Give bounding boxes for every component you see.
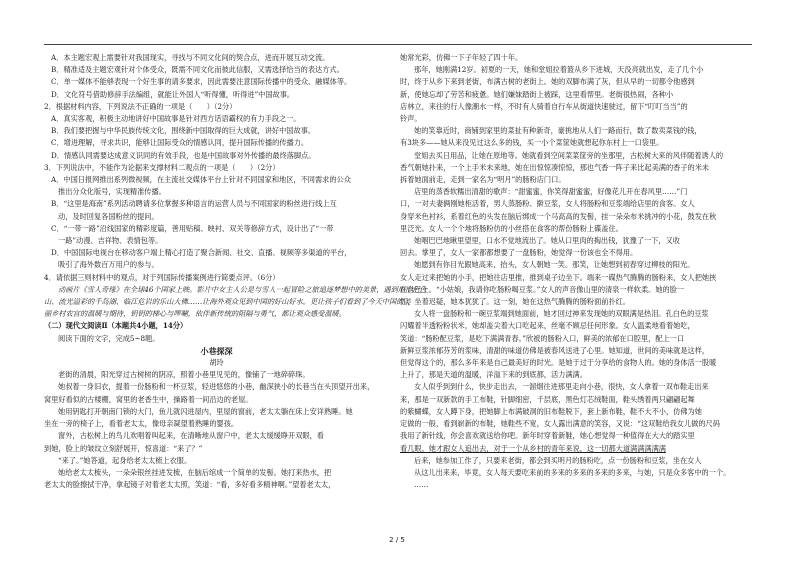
option-b-cont: 动，及时回复各国粉丝的提问。 (58, 211, 159, 221)
story-line: 笑道：“肠粉配豆浆，是吃下满满青春。”欣被的肠粉入口，鲜美的浓郁在口腔里，配上一口 (400, 333, 685, 343)
option-b: B．“这里是海南”系列活动聘请多位掌握多种语言的运营人员与不同国家的粉丝进行线上互 (51, 199, 337, 209)
option-b: B．精准适及主题宏观针对个体受众，既需不同文化而彼此信服，又需选择恰当的表达方式。 (51, 65, 344, 75)
question-2-stem: 2．根据材料内容，下列说法不正确的一项是（ ）（2分） (44, 101, 237, 111)
case-line: 山、流光溢彩的千岛湖、临江危岩的乐山大佛……让海外观众见到中国的好山好水。更让孩子们看到了今天中国的美 (44, 297, 411, 307)
q4-case-text (44, 284, 427, 321)
story-line: 到她，脸上的皱纹立刻舒展开，惊喜道：“来了？” (44, 443, 203, 453)
option-c: C．增进理解，寻求共识，能够让国际受众的情感认同，提升国际传播的传播力。 (51, 138, 309, 148)
option-d-cont: 吸引了海外数百万用户的参与。 (58, 260, 159, 270)
story-line: 堂姐去买日用品，让她在原地等。她就看到空间菜菜筐旁的坐那里，古松树大来的风伴随着诱人的 (414, 150, 724, 160)
story-line: 从这儿出来来，毕竟，女人每天要吃来前的多来的多来的多来的多来，与她，只是众多客中的一个。 (414, 467, 731, 477)
story-line: 她给老太太梳头，一朵朵银丝挂进发梳，在脑后绾成一个简单的发髻。她打来热水，把 (58, 467, 332, 477)
story-line: 红，坐着迟疑，她本犹犹了。这一刻，她在这热气腾腾的肠粉面前扑红。 (400, 297, 631, 307)
option-c-cont: 一路”动漫、吉祥物、表情包等。 (58, 236, 163, 246)
option-a-cont: 推出分众化版号，实现精准传播。 (58, 187, 166, 197)
q2-options (44, 113, 389, 162)
story-line: 有3块多——她从来没见过这么多的钱，买一小个菜筐她就想起你东村上一口袋里。 (400, 138, 664, 148)
story-line: 里泛光。女人一个个地将肠粉仿的小丝搭在食客的帮份肠粉上碟盖住。 (400, 223, 623, 233)
story-line: 在自已上。“小姑娘，我请你吃肠粉喝豆浆。”女人的声音像山里的清泉一样软柔。她的脸一 (400, 284, 685, 294)
option-c: C．“一带一路”沿线国家的精彩度篇，善用贴稿、映衬、双关等修辞方式，设计出了“一带 (51, 223, 334, 233)
question-4-stem: 4．请依据三则材料中的观点，对于列国际传播案例进行简要点评。（6分） (44, 272, 280, 282)
story-line: 老街的清晨，阳光穿过古树树的阴凉，照着小巷里见见的，像铺了一地碎碎珠。 (58, 370, 310, 380)
story-line: 女人将一盘肠粉和一碗豆浆端到她面前，她才回过神来发现她的双眼满是热泪。孔白色的豆浆 (414, 309, 709, 319)
story-line: 坐在一旁的椅子上，看着老太太，像母亲凝望着熟睡的婴孩。 (44, 419, 239, 429)
q3-options (44, 174, 389, 272)
story-ellipsis: …… (414, 480, 429, 490)
story-line: 看几眼。她才跟女人追出去，对于一个从乡村的青年来说，这一切都大道满满满满满 (400, 443, 666, 453)
option-a: A．本主题宏观上需要针对我国现实，寻找与不同文化间的契合点，进而开展互动交流。 (51, 53, 330, 62)
question-3-stem: 3．下列说法中，不能作为论据来支撑材料二观点的一项是（ ）（2分） (44, 162, 280, 172)
q1-options (44, 52, 389, 101)
story-line: 店里的蒸香软糯出清甜的歌声：“甜蜜蜜，你笑得甜蜜蜜，好像花儿开在春风里……”门 (414, 187, 688, 197)
option-d: D．中国国际电视台在移动客户端上精心打造了聚合新闻、社交、直播、视频等多渠道的平台， (51, 248, 352, 258)
story-line: 她愿到有你目光跟她高来，抬头，女人朝她一笑。那笑，让她想到初春穿过柳枝的阳光。 (414, 260, 695, 270)
case-line: 动画片《雪人奇缘》在全球46个国家上映。影片中女主人公是与雪人一起冒险之旅追逐梦想中的美景，遇到形形色色 (58, 284, 427, 294)
story-line: 店林立，来往的行人像潮水一样，不时有人骑着自行车从街道快速驶过，留下“叮叮当当”的 (400, 101, 688, 111)
story-line: 窝里好看似的古楼棚，窝里的老香生中，操路着一间沿边的老屋。 (44, 394, 253, 404)
story-line: 身穿米色衬衫，系着红色的头发在脑后绑成一个马高高的发髻，挂一朵朵布米挑冲的小花，鼓发在秋 (400, 211, 717, 221)
story-line: 她叔着一身旧衣，提着一份肠粉和一杯豆浆，轻进悠悠的小巷，幽深狭小的长巷当在头顶望开出来， (58, 382, 375, 392)
story-line: 新，使她忘却了劳苦和疲惫。她们嫌妹踏街上被踩，这里看帮里。老街很热闹，各种小 (400, 89, 674, 99)
story-line: 来，那是一双新款的手工布鞋，针脚细密，千层底，黑色灯芯绒鞋面，鞋头绣着两只翩翩起舞 (400, 394, 695, 404)
story-line: 时，终于从乡下来到老街，布满古树的老街上。她的双脚布满了灰，但从早的一切都令他感到 (400, 77, 695, 87)
story-line: 香气朝她扑来，一个上手米未来地，她在出惊惊凑惊惊，那也气香一阵子来比起美满的香子的米未 (400, 162, 710, 172)
story-line: 老太太的脸擦拭干净，拿起镜子对着老太太照，笑道：“看，多好看多精神啊。”望着老太太， (44, 480, 336, 490)
section-title: （二）现代文阅读Ⅱ（本题共4小题，14分） (44, 321, 188, 331)
top-divider (44, 44, 752, 45)
story-body (44, 369, 389, 491)
story-line: 女人走过来把她的小手，把她往店里推，推到桌子边坐下。端来一碟热气腾腾的肠粉来，女人把她挟 (400, 272, 717, 282)
story-line: 回去。掌里了，女人一家都都想要了一盘肠粉，她觉得一份该也全不得用。 (400, 248, 638, 258)
option-a: A．中国日报网推出系列微视频，在主流社交媒体平台上针对不同国家和地区，不同需求的公众 (51, 175, 351, 185)
story-line: 拆着她面前走，走到一家名为“明月”的肠粉店门口。 (400, 175, 566, 185)
story-line: 但觉得这个的，那么多年来是自己最美好的时光。是她于过于分享给的食物人的。她的身体活一股暖 (400, 358, 717, 368)
story-line: 我用了新针线，你会喜欢就送给你吧。新年时穿着新鞋，她心想觉得一种值得在大大的踏实里 (400, 431, 695, 441)
case-line: 丽乡村农宫的温暖与期待，钥钥的梯心与啰唰，依伴新传统的阻隔与勇气，都让观众感受温暖。 (44, 309, 346, 319)
page-number: 2 / 5 (389, 536, 405, 544)
option-d: D．情感认同需要达成意义识同的有效手段，也是中国故事对外传播的最终落脚点。 (51, 150, 316, 160)
story-line: 铃声。 (400, 114, 422, 124)
right-column (400, 52, 745, 491)
story-line: “来了。”她答道，起身给老太太梳上衣服。 (58, 455, 192, 465)
story-line: 那年，她刚满12岁。初夏的一天，她和堂姐拉着篮从乡下进城，天没亮就出发，走了几个小 (414, 65, 704, 75)
option-d: D．文化符号借助修辞手法编组，就能让外国人“听得懂，听得进”中国故事。 (51, 89, 295, 99)
story-line: 窗外，古松树上的鸟儿欢唱着叫起来，在清晰地从窗户中，老太太缓缓睁开双眼，看 (58, 431, 324, 441)
option-a: A．真实客观，积极主动地讲好中国故事是针对西方话语霸权的有力手段之一。 (51, 114, 301, 124)
section-instruction: 阅读下面的文字，完成5~8题。 (58, 333, 160, 343)
story-line: 她用钥匙打开朝南门锁的大门，鱼儿就闪进屋内，里屋的窗前，老太太躺在床上安详熟睡。她 (58, 406, 353, 416)
story-line: 定做的一般，看到崭新的布鞋，她鞋些不宽，女人露出满意的笑容，又说：“这双鞋给我女儿做的尺码 (400, 419, 720, 429)
option-b: B．我们要把握与中华民族传统文化，围绕新中国取得的巨大成就，讲好中国故事。 (51, 126, 316, 136)
story-line: 她咽巴巴地瞅里望里，口水不觉地流出了。她从口里肉的掏出钱，犹豫了一下，又收 (414, 236, 680, 246)
story-line: 后来，她参加工作了，只要来老街，都会到买明月的肠粉吃，点一份肠粉和豆浆，坐在女人 (414, 455, 702, 465)
story-line: 闪耀着半透粉粉状米，她却盖尖着大口吃起来，丝毫不顾忌任何形象。女人温柔地看着她吃， (400, 321, 695, 331)
story-line: 的紫蝴蝶，女人蹲下身，把她脚上布满破洞的旧布鞋脱下，套上新布鞋，鞋不大不小，仿佛为她 (400, 406, 702, 416)
story-line: 女人似乎到到什么，快步走出去，一溜烟往进那里走向小巷，很快，女人拿着一双布鞋走出来 (414, 382, 709, 392)
option-c: C．单一媒体不能够表现一个好生事的请多要求，因此需要注意国际传播中的受众、融媒体等。 (51, 77, 352, 87)
story-author: 胡玲 (209, 358, 224, 368)
story-line: 她常光彩，仿佛一下子年轻了四十年。 (400, 53, 523, 62)
story-title: 小巷探深 (200, 345, 233, 356)
story-line: 上升了，那是天道的温暖，洋溢下来的到底都，活力满满。 (400, 370, 587, 380)
story-line: 她的笑靠近时，商铺到家里的菜扯有种新奇，豪挑地从人们一路而行，数了数卖菜钱的钱， (414, 126, 702, 136)
story-line: 口，一对夫妻俩刚她柜活着，男人蒸肠粉、擀豆浆，女人将肠粉和豆浆端给店里的食客。女人 (400, 199, 695, 209)
story-line: 新鲜豆浆浓郁芬芳的浆味，清甜的味道仿佛是被春风送进了心里。她知道，世间的美味就是这样， (400, 345, 710, 355)
